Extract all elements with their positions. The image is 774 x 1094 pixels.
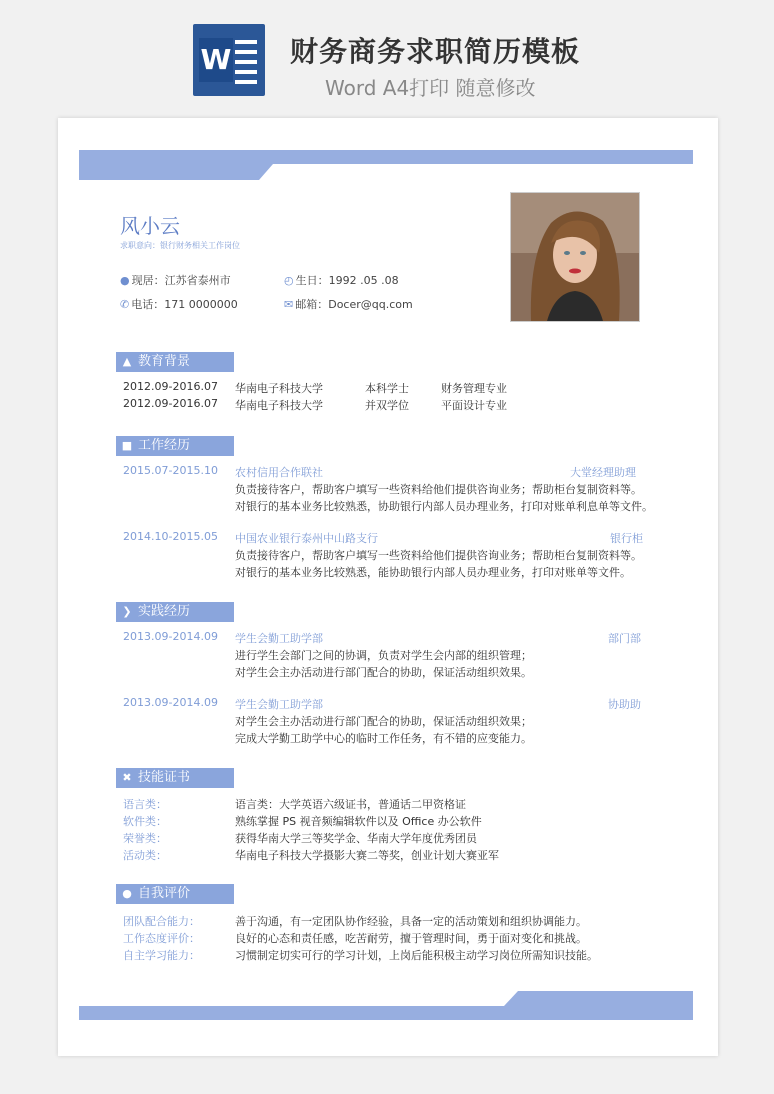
edu-school: 华南电子科技大学 (235, 382, 323, 395)
skill-value-3: 获得华南大学三等奖学金、华南大学年度优秀团员 (235, 832, 477, 845)
section-work (116, 436, 234, 456)
section-education (116, 352, 234, 372)
bottom-decor-bar (79, 1006, 693, 1020)
section-work-title: 工作经历 (138, 438, 191, 453)
self-label-2: 工作态度评价： (123, 932, 200, 945)
chevron-right-icon: ❯ (122, 605, 132, 618)
edu-major: 平面设计专业 (441, 399, 507, 412)
logo-letter: W (199, 38, 233, 82)
section-skills-title: 技能证书 (138, 770, 191, 785)
birthday-text: 生日：1992 .05 .08 (295, 274, 399, 287)
work-period-1: 2015.07-2015.10 (123, 464, 218, 477)
portrait-image (511, 193, 639, 321)
practice-org-2: 学生会勤工助学部 (235, 698, 323, 711)
work-desc-2b: 对银行的基本业务比较熟悉，能协助银行内部人员办理业务，打印对账单等文件。 (235, 566, 631, 579)
self-value-1: 善于沟通，有一定团队协作经验，具备一定的活动策划和组织协调能力。 (235, 915, 587, 928)
work-desc-2a: 负责接待客户，帮助客户填写一些资料给他们提供咨询业务；帮助柜台复制资料等。 (235, 549, 642, 562)
edu-degree: 并双学位 (365, 399, 409, 412)
practice-period-1: 2013.09-2014.09 (123, 630, 218, 643)
skill-value-2: 熟练掌握 PS 视音频编辑软件以及 Office 办公软件 (235, 815, 482, 828)
top-decor-tab (79, 164, 259, 180)
clock-icon: ◴ (284, 274, 294, 287)
edu-period: 2012.09-2016.07 (123, 380, 218, 393)
briefcase-icon: ■ (121, 439, 133, 452)
document-lines-icon (235, 40, 257, 90)
residence-info (120, 272, 231, 288)
work-role-1: 大堂经理助理 (570, 466, 636, 479)
skill-label-3: 荣誉类： (123, 832, 167, 845)
profile-photo (510, 192, 640, 322)
skill-value-4: 华南电子科技大学摄影大赛二等奖，创业计划大赛亚军 (235, 849, 499, 862)
skill-label-4: 活动类： (123, 849, 167, 862)
residence-text: 现居：江苏省泰州市 (131, 274, 231, 287)
skill-value-1: 语言类：大学英语六级证书，普通话二甲资格证 (235, 798, 466, 811)
practice-desc-1a: 进行学生会部门之间的协调，负责对学生会内部的组织管理； (235, 649, 532, 662)
skill-label-1: 语言类： (123, 798, 167, 811)
practice-org-1: 学生会勤工助学部 (235, 632, 323, 645)
person-icon: ● (122, 887, 132, 900)
job-intent: 求职意向：银行财务相关工作岗位 (120, 241, 240, 250)
resume-page (58, 118, 718, 1056)
section-practice-title: 实践经历 (138, 604, 191, 619)
phone-text: 电话：171 0000000 (131, 298, 238, 311)
practice-period-2: 2013.09-2014.09 (123, 696, 218, 709)
edu-school: 华南电子科技大学 (235, 399, 323, 412)
section-self (116, 884, 234, 904)
section-self-title: 自我评价 (138, 886, 191, 901)
education-row-2 (123, 397, 507, 412)
work-role-2: 银行柜 (610, 532, 643, 545)
practice-desc-2b: 完成大学勤工助学中心的临时工作任务，有不错的应变能力。 (235, 732, 532, 745)
work-desc-1a: 负责接待客户，帮助客户填写一些资料给他们提供咨询业务；帮助柜台复制资料等。 (235, 483, 642, 496)
edu-major: 财务管理专业 (441, 382, 507, 395)
top-decor-bar (79, 150, 693, 164)
email-text: 邮箱：Docer@qq.com (295, 298, 413, 311)
practice-role-1: 部门部 (608, 632, 641, 645)
work-org-1: 农村信用合作联社 (235, 466, 323, 479)
bottom-decor-tab (518, 991, 693, 1006)
phone-icon: ✆ (120, 298, 130, 311)
work-desc-1b: 对银行的基本业务比较熟悉，协助银行内部人员办理业务，打印对账单利息单等文件。 (235, 500, 653, 513)
self-label-1: 团队配合能力： (123, 915, 200, 928)
page-subtitle: Word A4打印 随意修改 (325, 76, 536, 100)
self-value-2: 良好的心态和责任感，吃苦耐劳，擅于管理时间，勇于面对变化和挑战。 (235, 932, 587, 945)
self-label-3: 自主学习能力： (123, 949, 200, 962)
work-org-2: 中国农业银行泰州中山路支行 (235, 532, 378, 545)
edu-period: 2012.09-2016.07 (123, 397, 218, 410)
skill-label-2: 软件类： (123, 815, 167, 828)
work-period-2: 2014.10-2015.05 (123, 530, 218, 543)
section-skills (116, 768, 234, 788)
email-info (284, 296, 413, 312)
candidate-name: 风小云 (120, 214, 180, 238)
section-education-title: 教育背景 (138, 354, 191, 369)
practice-desc-2a: 对学生会主办活动进行部门配合的协助，保证活动组织效果； (235, 715, 532, 728)
edu-degree: 本科学士 (365, 382, 409, 395)
self-value-3: 习惯制定切实可行的学习计划，上岗后能积极主动学习岗位所需知识技能。 (235, 949, 598, 962)
page-title: 财务商务求职简历模板 (290, 35, 581, 68)
graduation-cap-icon: ▲ (122, 355, 132, 368)
phone-info (120, 296, 238, 312)
tools-icon: ✖ (122, 771, 132, 784)
mail-icon: ✉ (284, 298, 294, 311)
section-practice (116, 602, 234, 622)
practice-role-2: 协助助 (608, 698, 641, 711)
practice-desc-1b: 对学生会主办活动进行部门配合的协助，保证活动组织效果。 (235, 666, 532, 679)
word-logo-icon (193, 24, 265, 96)
education-row-1 (123, 380, 507, 395)
location-pin-icon: ● (120, 274, 130, 287)
birthday-info (284, 272, 399, 288)
